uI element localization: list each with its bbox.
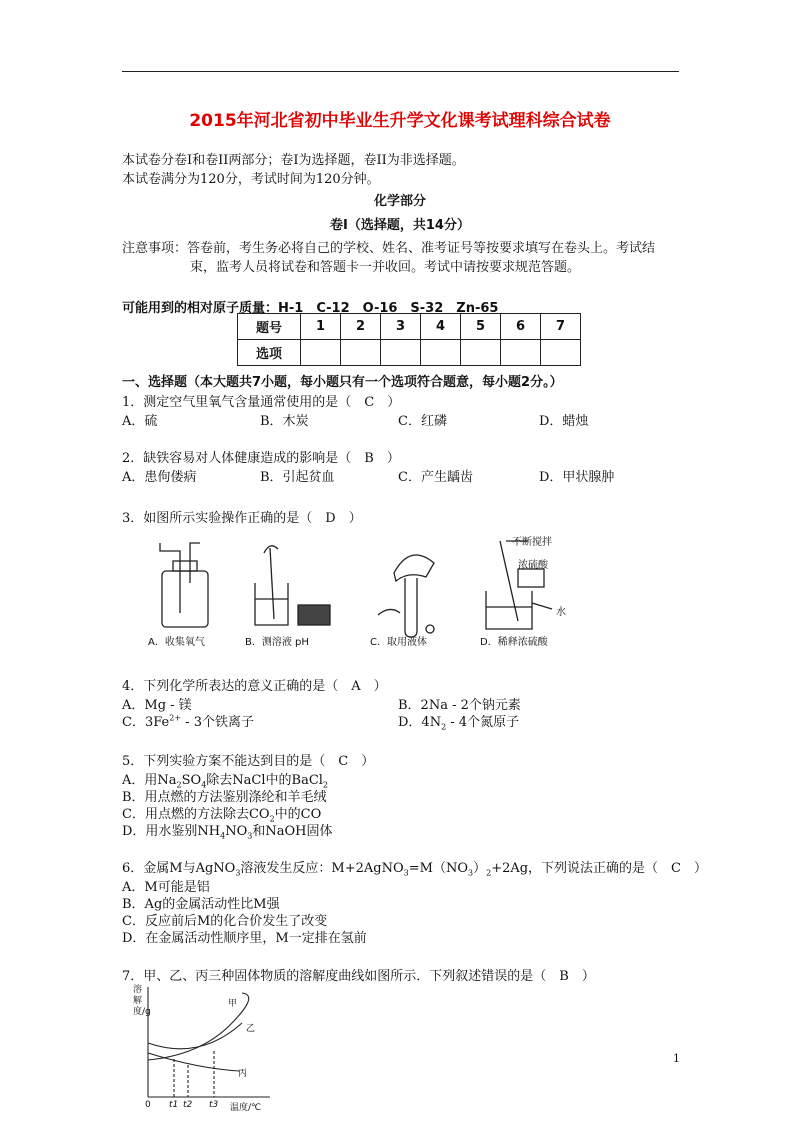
intro-line-2: 本试卷满分为120分，考试时间为120分钟。 bbox=[122, 172, 380, 187]
x-axis-label: 温度/℃ bbox=[230, 1103, 262, 1113]
solubility-chart bbox=[130, 985, 280, 1115]
liquid-pouring-illustration bbox=[378, 555, 434, 637]
question-number: 4 bbox=[421, 314, 461, 340]
option-d: D．$4N_2 - 4$个氮原子 bbox=[398, 715, 520, 732]
option-a: A．Mg - 镁 bbox=[122, 698, 192, 713]
answer-table-option-label: 选项 bbox=[238, 340, 301, 366]
question-5-stem: 5．下列实验方案不能达到目的是（ C ） bbox=[122, 754, 375, 769]
page-title: 2015年河北省初中毕业生升学文化课考试理科综合试卷 bbox=[189, 111, 611, 131]
page-number: 1 bbox=[673, 1052, 680, 1065]
question-4-stem: 4．下列化学所表达的意义正确的是（ A ） bbox=[122, 679, 387, 694]
gas-bottle-illustration bbox=[160, 543, 208, 627]
question-3-stem: 3．如图所示实验操作正确的是（ D ） bbox=[122, 511, 362, 526]
option-d: D．甲状腺肿 bbox=[539, 470, 615, 485]
caption-b: B．测溶液 pH bbox=[245, 637, 309, 648]
option-a: A．M可能是铝 bbox=[122, 880, 210, 895]
series-label-jia: 甲 bbox=[228, 999, 238, 1009]
question-number: 6 bbox=[501, 314, 541, 340]
option-c: C．$3Fe^{2+} - 3$个铁离子 bbox=[122, 713, 254, 730]
top-rule bbox=[122, 71, 679, 72]
answer-cell[interactable] bbox=[541, 340, 581, 366]
option-d: D．用水鉴别$NH_4NO_3$和NaOH固体 bbox=[122, 824, 333, 841]
intro-line-1: 本试卷分卷I和卷II两部分；卷I为选择题，卷II为非选择题。 bbox=[122, 153, 465, 168]
option-c: C．产生龋齿 bbox=[398, 470, 473, 485]
option-c: C．红磷 bbox=[398, 414, 447, 429]
option-d: D．蜡烛 bbox=[539, 414, 589, 429]
answer-cell[interactable] bbox=[461, 340, 501, 366]
atomic-mass-line: 可能用到的相对原子质量：H-1 C-12 O-16 S-32 Zn-65 bbox=[122, 301, 499, 316]
notice-line-2: 束，监考人员将试卷和答题卡一并收回。考试中请按要求规范答题。 bbox=[190, 260, 581, 275]
question-2-stem: 2．缺铁容易对人体健康造成的影响是（ B ） bbox=[122, 451, 400, 466]
option-b: B．2Na - 2个钠元素 bbox=[398, 698, 521, 713]
question-6-stem: 6．金属M与AgNO$_3$溶液发生反应：$M+2AgNO_3=M(NO_3)_2+2Ag$，下列说法正确的是（ C ） bbox=[122, 861, 708, 878]
question-number: 5 bbox=[461, 314, 501, 340]
caption-d: D．稀释浓硫酸 bbox=[480, 637, 548, 648]
section-title: 化学部分 bbox=[373, 194, 426, 209]
question-number: 2 bbox=[341, 314, 381, 340]
option-b: B．Ag的金属活动性比M强 bbox=[122, 897, 280, 912]
question-1-stem: 1．测定空气里氧气含量通常使用的是（ C ） bbox=[122, 395, 401, 410]
option-b: B．用点燃的方法鉴别涤纶和羊毛绒 bbox=[122, 790, 327, 805]
y-axis-label: 溶解度/g bbox=[133, 985, 151, 1017]
tick-label-t3: t3 bbox=[209, 1100, 219, 1110]
option-d: D．在金属活动性顺序里，M一定排在氢前 bbox=[122, 931, 367, 946]
answer-cell[interactable] bbox=[421, 340, 461, 366]
curve-bing bbox=[148, 1053, 240, 1071]
label-stir: 不断搅拌 bbox=[512, 537, 552, 548]
option-a: A．硫 bbox=[122, 414, 158, 429]
option-c: C．用点燃的方法除去$CO_2$中的CO bbox=[122, 807, 322, 824]
question-number: 7 bbox=[541, 314, 581, 340]
caption-c: C．取用液体 bbox=[370, 637, 427, 648]
series-label-yi: 乙 bbox=[246, 1024, 256, 1034]
option-b: B．木炭 bbox=[260, 414, 309, 429]
option-a: A．患佝偻病 bbox=[122, 470, 197, 485]
ph-test-illustration bbox=[255, 546, 330, 625]
caption-a: A．收集氧气 bbox=[148, 637, 205, 648]
answer-cell[interactable] bbox=[381, 340, 421, 366]
tick-label-t2: t2 bbox=[183, 1100, 193, 1110]
question-7-stem: 7．甲、乙、丙三种固体物质的溶解度曲线如图所示．下列叙述错误的是（ B ） bbox=[122, 969, 595, 984]
question-number: 1 bbox=[301, 314, 341, 340]
answer-table-header: 题号 bbox=[238, 314, 301, 340]
answer-cell[interactable] bbox=[301, 340, 341, 366]
series-label-bing: 丙 bbox=[238, 1069, 248, 1079]
label-water: 水 bbox=[556, 607, 566, 618]
answer-cell[interactable] bbox=[501, 340, 541, 366]
question-number: 3 bbox=[381, 314, 421, 340]
origin-label: 0 bbox=[145, 1100, 151, 1110]
option-b: B．引起贫血 bbox=[260, 470, 335, 485]
answer-cell[interactable] bbox=[341, 340, 381, 366]
label-acid: 浓硫酸 bbox=[518, 560, 548, 571]
tick-label-t1: t1 bbox=[169, 1100, 179, 1110]
dilution-illustration bbox=[486, 541, 552, 629]
option-c: C．反应前后M的化合价发生了改变 bbox=[122, 914, 328, 929]
section-heading: 一、选择题（本大题共7小题，每小题只有一个选项符合题意，每小题2分。） bbox=[122, 375, 563, 390]
option-a: A．用$Na_2SO_4$除去NaCl中的BaCl$_2$ bbox=[122, 773, 329, 790]
answer-table bbox=[237, 313, 581, 366]
notice-line-1: 注意事项：答卷前，考生务必将自己的学校、姓名、准考证号等按要求填写在卷头上。考试结 bbox=[122, 241, 656, 256]
volume-title: 卷I（选择题，共14分） bbox=[330, 218, 470, 233]
